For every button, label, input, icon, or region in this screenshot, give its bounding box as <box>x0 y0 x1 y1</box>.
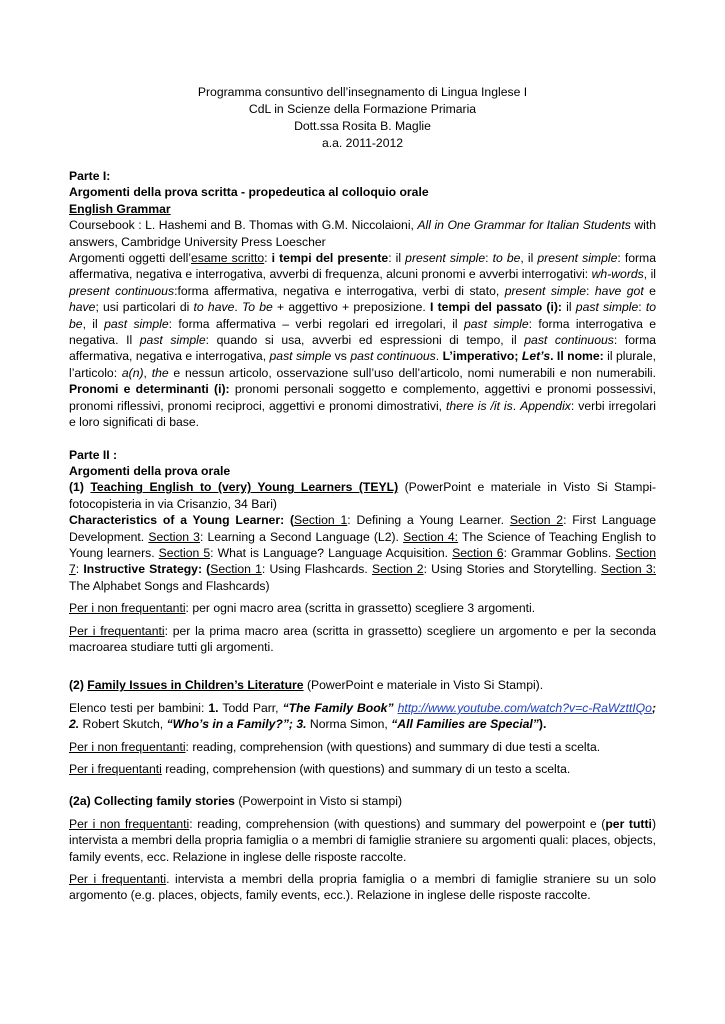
part-1-title: Parte I: <box>69 169 111 183</box>
english-grammar-heading: English Grammar <box>69 201 171 216</box>
part-1 <box>69 168 656 431</box>
header-line-4: a.a. 2011-2012 <box>321 136 404 150</box>
header-line-1: Programma consuntivo dell’insegnamento di Lingua Inglese I <box>197 85 528 99</box>
part-2-title: Parte II : <box>69 447 118 462</box>
characteristics-paragraph: Characteristics of a Young Learner: (Section 1: Defining a Young Learner. Section 2: First Language Development. Section 3: Learning a Second Language (L2). Section 4: The Science of Teaching English to Young learners. Section 5: What is Language? Language Acquisition. Section 6: Grammar Goblins. Section 7: Instructive Strategy: (Section 1: Using Flashcards. Section 2: Using Stories and Storytelling. Section 3: The Alphabet Songs and Flashcards) <box>69 513 657 593</box>
part-2 <box>69 447 656 904</box>
non-frequentanti-note-2: Per i non frequentanti: reading, comprehension (with questions) and summary di due testi a scelta. <box>69 739 601 754</box>
grammar-topics-paragraph: Argomenti oggetti dell’esame scritto: i tempi del presente: il present simple: to be, il present simple: forma affermativa, negativa e interrogativa, avverbi di frequenza, alcuni pronomi e avverbi interrogativi: wh-words, il present continuous:forma affermativa, negativa e interrogativa, verbi di stato, present simple: have got e have; usi particolari di to have. To be + aggettivo + preposizione. I tempi del passato (i): il past simple: to be, il past simple: forma affermativa – verbi regolari ed irregolari, il past simple: forma interrogativa e negativa. Il past simple: quando si usa, avverbi ed espressioni di tempo, il past continuous: forma affermativa, negativa e interrogativa, past simple vs past continuous. L’imperativo; Let’s. Il nome: il plurale, l’articolo: a(n), the e nessun articolo, osservazione sull’uso dell’articolo, nomi numerabili e non numerabili. Pronomi e determinanti (i): pronomi personali soggetto e complemento, aggettivi e pronomi possessivi, pronomi riflessivi, pronomi reciproci, aggettivi e pronomi dimostrativi, there is /it is. Appendix: verbi irregolari e loro significati di base. <box>69 251 657 430</box>
book-list-paragraph: Elenco testi per bambini: 1. Todd Parr, “The Family Book” http://www.youtube.com/watch?v=c-RaWzttIQo; 2. Robert Skutch, “Who’s in a Family?”; 3. Norma Simon, “All Families are Special”). <box>69 700 656 732</box>
frequentanti-note-3: Per i frequentanti. intervista a membri della propria famiglia o a membri di famiglie straniere su un solo argomento (e.g. places, objects, family events, ecc.). Relazione in inglese delle risposte raccolte. <box>69 872 656 903</box>
header-line-3: Dott.ssa Rosita B. Maglie <box>294 119 431 133</box>
header-line-2: CdL in Scienze della Formazione Primaria <box>248 102 477 116</box>
part-2-subtitle: Argomenti della prova orale <box>69 463 231 478</box>
coursebook-paragraph: Coursebook : L. Hashemi and B. Thomas with G.M. Niccolaioni, All in One Grammar for Italian Students with answers, Cambridge University Press Loescher <box>69 218 656 249</box>
family-issues-heading: (2) Family Issues in Children’s Literature (PowerPoint e materiale in Visto Si Stampi). <box>69 678 544 693</box>
non-frequentanti-note-3: Per i non frequentanti: reading, comprehension (with questions) and summary del powerpoint e (per tutti) intervista a membri della propria famiglia o a membri di famiglie straniere su argomenti quali: places, objects, family events, ecc. Relazione in inglese delle risposte raccolte. <box>69 816 656 864</box>
youtube-link[interactable]: http://www.youtube.com/watch?v=c-RaWzttIQo <box>397 700 652 715</box>
frequentanti-note-2: Per i frequentanti reading, comprehension (with questions) and summary di un testo a scelta. <box>69 762 571 776</box>
frequentanti-note-1: Per i frequentanti: per la prima macro area (scritta in grassetto) scegliere un argomento e per la seconda macroarea studiare tutti gli argomenti. <box>69 623 656 654</box>
part-1-subtitle: Argomenti della prova scritta - propedeutica al colloquio orale <box>69 185 429 200</box>
document-header <box>69 84 656 152</box>
non-frequentanti-note-1: Per i non frequentanti: per ogni macro area (scritta in grassetto) scegliere 3 argomenti. <box>69 601 536 616</box>
collecting-stories-heading: (2a) Collecting family stories (Powerpoint in Visto si stampi) <box>69 794 403 809</box>
document-page <box>69 84 656 904</box>
teyl-heading: (1) Teaching English to (very) Young Learners (TEYL) (PowerPoint e materiale in Visto Si Stampi-fotocopisteria in via Crisanzio, 34 Bari) <box>69 480 657 511</box>
